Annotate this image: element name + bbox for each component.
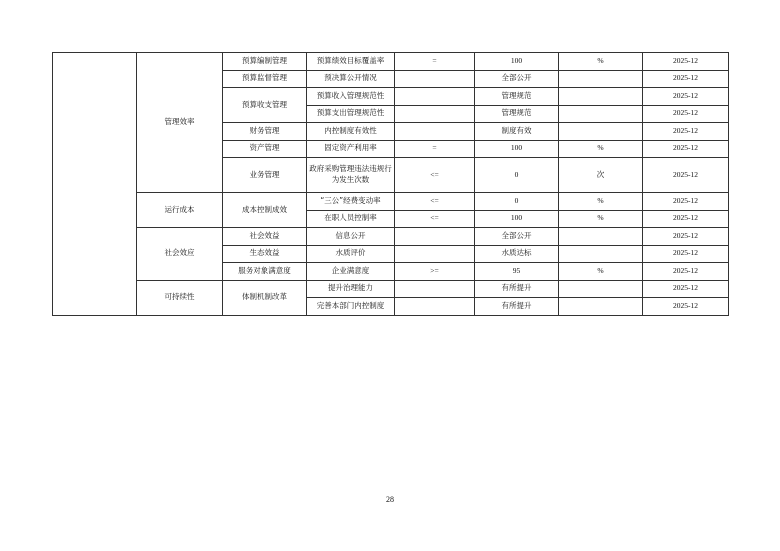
level3-cell: 预算监督管理 [223,70,307,88]
level3-cell: 服务对象满意度 [223,263,307,281]
value-cell: 100 [475,140,559,158]
date-cell: 2025-12 [643,210,729,228]
unit-cell: % [559,53,643,71]
operator-cell [395,245,475,263]
indicator-cell: 完善本部门内控制度 [307,298,395,316]
operator-cell: = [395,53,475,71]
operator-cell [395,88,475,106]
unit-cell [559,298,643,316]
indicator-cell: 提升治理能力 [307,280,395,298]
level3-cell: 资产管理 [223,140,307,158]
unit-cell [559,70,643,88]
value-cell: 95 [475,263,559,281]
unit-cell: % [559,210,643,228]
indicator-cell: 政府采购管理违法违规行为发生次数 [307,158,395,193]
value-cell: 0 [475,158,559,193]
value-cell: 100 [475,53,559,71]
table-row [53,228,729,246]
level3-cell: 财务管理 [223,123,307,141]
date-cell: 2025-12 [643,70,729,88]
operator-cell [395,123,475,141]
indicator-cell: 信息公开 [307,228,395,246]
level3-cell: 预算收支管理 [223,88,307,123]
value-cell: 有所提升 [475,298,559,316]
value-cell: 100 [475,210,559,228]
date-cell: 2025-12 [643,123,729,141]
date-cell: 2025-12 [643,53,729,71]
level1-blank-cell [53,53,137,316]
page-number: 28 [386,495,394,504]
indicator-cell: “三公”经费变动率 [307,193,395,211]
value-cell: 管理规范 [475,88,559,106]
operator-cell [395,70,475,88]
indicator-cell: 固定资产利用率 [307,140,395,158]
date-cell: 2025-12 [643,245,729,263]
unit-cell [559,105,643,123]
table-row [53,53,729,71]
value-cell: 有所提升 [475,280,559,298]
date-cell: 2025-12 [643,158,729,193]
level3-cell: 社会效益 [223,228,307,246]
unit-cell [559,88,643,106]
date-cell: 2025-12 [643,105,729,123]
unit-cell: % [559,263,643,281]
indicator-cell: 企业满意度 [307,263,395,281]
level3-cell: 生态效益 [223,245,307,263]
indicator-cell: 在职人员控制率 [307,210,395,228]
operator-cell [395,228,475,246]
value-cell: 水质达标 [475,245,559,263]
date-cell: 2025-12 [643,193,729,211]
performance-indicator-table [52,52,729,316]
table-row [53,193,729,211]
indicator-cell: 预算收入管理规范性 [307,88,395,106]
table-row [53,280,729,298]
indicator-cell: 水质评价 [307,245,395,263]
unit-cell [559,228,643,246]
unit-cell [559,123,643,141]
indicator-cell: 预决算公开情况 [307,70,395,88]
operator-cell: <= [395,210,475,228]
date-cell: 2025-12 [643,263,729,281]
date-cell: 2025-12 [643,298,729,316]
operator-cell [395,105,475,123]
value-cell: 全部公开 [475,70,559,88]
level3-cell: 成本控制成效 [223,193,307,228]
level2-cell: 运行成本 [137,193,223,228]
date-cell: 2025-12 [643,140,729,158]
operator-cell: >= [395,263,475,281]
indicator-cell: 内控制度有效性 [307,123,395,141]
operator-cell: <= [395,193,475,211]
date-cell: 2025-12 [643,228,729,246]
unit-cell [559,280,643,298]
level3-cell: 体制机制改革 [223,280,307,315]
date-cell: 2025-12 [643,280,729,298]
operator-cell: <= [395,158,475,193]
value-cell: 管理规范 [475,105,559,123]
value-cell: 0 [475,193,559,211]
unit-cell [559,245,643,263]
indicator-cell: 预算绩效目标覆盖率 [307,53,395,71]
date-cell: 2025-12 [643,88,729,106]
operator-cell [395,280,475,298]
unit-cell: % [559,140,643,158]
operator-cell [395,298,475,316]
unit-cell: 次 [559,158,643,193]
value-cell: 全部公开 [475,228,559,246]
operator-cell: = [395,140,475,158]
level2-cell: 可持续性 [137,280,223,315]
level3-cell: 业务管理 [223,158,307,193]
level2-cell: 管理效率 [137,53,223,193]
level2-cell: 社会效应 [137,228,223,281]
indicator-cell: 预算支出管理规范性 [307,105,395,123]
unit-cell: % [559,193,643,211]
value-cell: 制度有效 [475,123,559,141]
level3-cell: 预算编制管理 [223,53,307,71]
